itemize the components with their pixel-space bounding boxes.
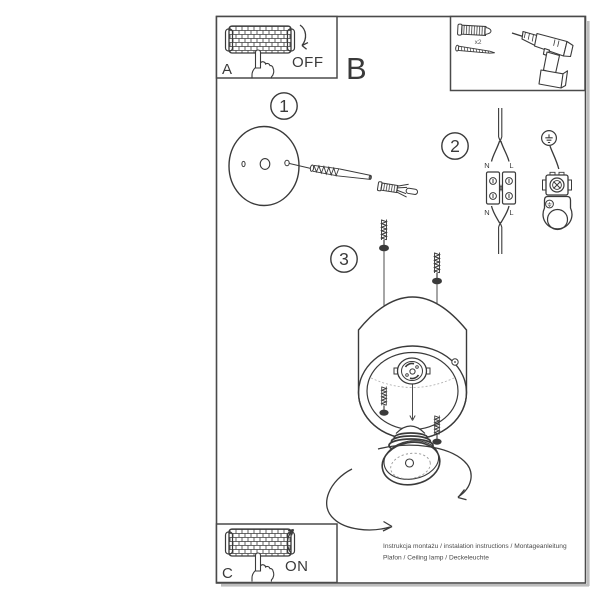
footer-line2: Plafon / Ceiling lamp / Deckeleuchte	[383, 554, 489, 562]
tools-box	[451, 17, 586, 91]
box-c-label: C	[222, 565, 233, 582]
switch-state-on: ON	[285, 558, 309, 575]
wire-label-n-top: N	[484, 161, 490, 170]
mounting-bracket-icon	[543, 197, 572, 230]
section-b-label: B	[346, 51, 367, 86]
wire-label-l-bottom: L	[509, 208, 514, 217]
screw-hole-dot	[454, 361, 456, 363]
switch-off-box	[217, 17, 338, 79]
wire-label-l-top: L	[509, 161, 514, 170]
step-3-number: 3	[339, 249, 349, 269]
box-a-label: A	[222, 61, 233, 78]
switch-on-box	[217, 524, 338, 583]
terminal-icon	[543, 172, 572, 195]
step-2-number: 2	[450, 136, 460, 156]
plug-quantity: x2	[474, 39, 482, 46]
switch-state-off: OFF	[292, 54, 324, 71]
frame-shadow-right	[587, 21, 590, 586]
ceiling-canopy-icon	[229, 127, 299, 206]
footer-line1: Instrukcja montażu / instalation instructions / Montageanleitung	[383, 543, 567, 550]
step-1-number: 1	[279, 96, 289, 116]
frame-shadow-bottom	[221, 584, 589, 587]
wire-label-n-bottom: N	[484, 208, 490, 217]
